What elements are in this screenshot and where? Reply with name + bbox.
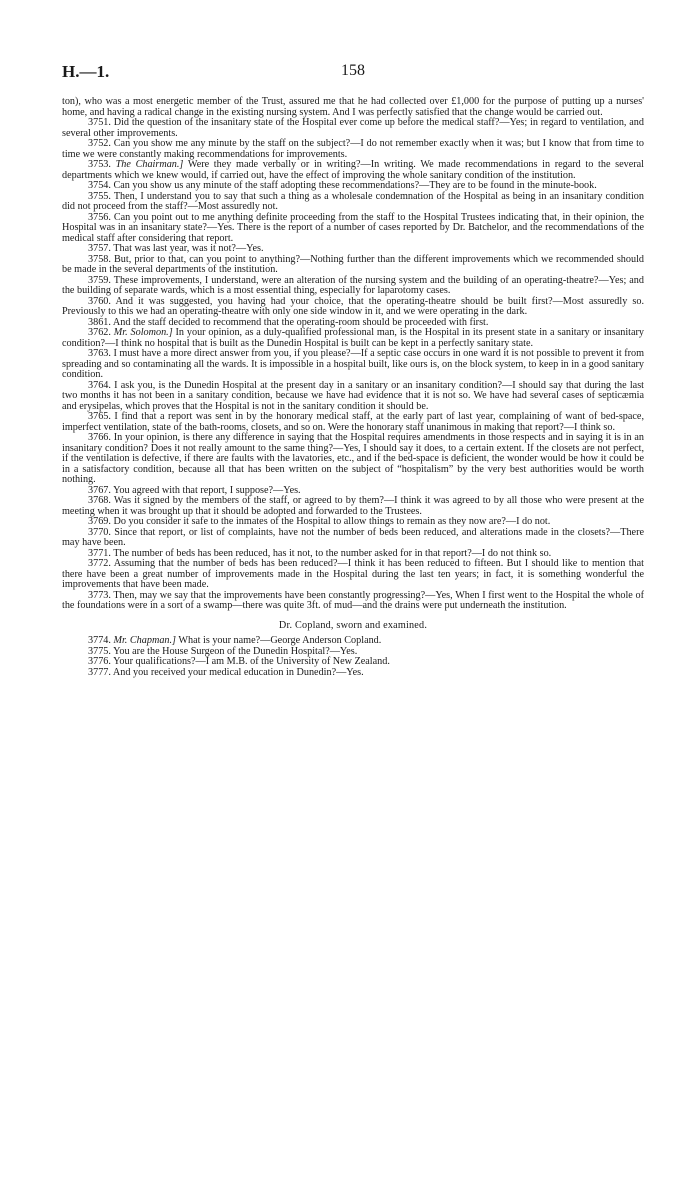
- question-number: 3762.: [88, 327, 114, 338]
- testimony-paragraph: [62, 496, 644, 517]
- testimony-paragraph: [62, 668, 644, 679]
- paragraph-text: 3759. These improvements, I understand, were an alteration of the nursing system and the building of an operating-theatre?—Yes; and the building of separate wards, which is a most essential thing, especially for laparotomy cases.: [62, 274, 644, 296]
- testimony-paragraph: [62, 349, 644, 381]
- paragraph-text: 3770. Since that report, or list of complaints, have not the number of beds been reduced, and alterations made in the closets?—There may have been.: [62, 526, 644, 548]
- speaker-name: The Chairman.]: [115, 159, 184, 170]
- testimony-paragraph: [62, 192, 644, 213]
- testimony-paragraph: [62, 412, 644, 433]
- testimony-paragraph: [62, 297, 644, 318]
- document-reference: H.—1.: [62, 62, 110, 81]
- paragraph-text: In your opinion, as a duly-qualified professional man, is the Hospital in its present state in a sanitary or insanitary condition?—I think no hospital that is built as the Dunedin Hospital is built can be kept in a perfectly sanitary state.: [62, 327, 644, 349]
- paragraph-text: 3758. But, prior to that, can you point to anything?—Nothing further than the different improvements which we recommended should be made in the several departments of the institution.: [62, 253, 644, 275]
- section-heading: Dr. Copland, sworn and examined.: [278, 619, 428, 631]
- paragraph-text: 3766. In your opinion, is there any difference in saying that the Hospital requires amendments in those respects and in saying it is in an insanitary condition? Does it not really amount to the same thing?—Yes, I should say it does, to a certain extent. If the closets are not perfect, if the ventilation is defective, if there are faults with the lavatories, etc., and if the bed-space is deficient, the wonder would be how it could be in a satisfactory condition, because all that has been written on the subject of “hospitalism” by the very best authorities would be worth nothing.: [62, 432, 644, 485]
- speaker-name: Mr. Solomon.]: [113, 327, 173, 338]
- paragraph-text: 3751. Did the question of the insanitary state of the Hospital ever come up before the medical staff?—Yes; in regard to ventilation, and several other improvements.: [62, 117, 644, 139]
- testimony-block-1: [62, 97, 644, 612]
- paragraph-text: 3775. You are the House Surgeon of the Dunedin Hospital?—Yes.: [88, 645, 358, 657]
- testimony-block-2: [62, 636, 644, 678]
- paragraph-text: 3772. Assuming that the number of beds has been reduced?—I think it has been reduced to fifteen. But I should like to mention that there have been a great number of improvements made in the Hospital during the last ten years; in fact, it is something wonderful the improvements that have been made.: [62, 558, 644, 590]
- paragraph-text: 3773. Then, may we say that the improvements have been constantly progressing?—Yes, When I first went to the Hospital the whole of the foundations were in a sort of a swamp—there was quite 3ft. of mud—and the drains were put underneath the institution.: [62, 589, 644, 611]
- testimony-paragraph: [62, 255, 644, 276]
- paragraph-text: Were they made verbally or in writing?—In writing. We made recommendations in regard to the several departments which we knew would, if carried out, have the effect of improving the whole sanitary condition of the institution.: [62, 159, 644, 181]
- page-number: 158: [341, 62, 365, 79]
- paragraph-text: 3763. I must have a more direct answer from you, if you please?—If a septic case occurs in one ward it is not possible to prevent it from spreading and so contaminating all the wards. It is impossible in a hospital built, like ours is, on the block system, to keep in in a good sanitary condition.: [62, 348, 644, 380]
- testimony-paragraph: [62, 160, 644, 181]
- testimony-paragraph: [62, 591, 644, 612]
- testimony-paragraph: [62, 213, 644, 245]
- paragraph-text: 3752. Can you show me any minute by the staff on the subject?—I do not remember exactly when it was; but I know that from time to time we were constantly making recommendations for improvements.: [62, 138, 644, 160]
- testimony-paragraph: [62, 97, 644, 118]
- testimony-paragraph: [62, 139, 644, 160]
- paragraph-text: 3756. Can you point out to me anything definite proceeding from the staff to the Hospital Trustees indicating that, in their opinion, the Hospital was in an insanitary state?—Yes. There is the report of a number of cases reported by Dr. Batchelor, and the recommendations of the medical staff after considering that report.: [62, 211, 644, 244]
- testimony-paragraph: [62, 433, 644, 486]
- question-number: 3753.: [88, 159, 116, 170]
- paragraph-text: ton), who was a most energetic member of the Trust, assured me that he had collected over £1,000 for the purpose of putting up a nurses' home, and having a radical change in the existing nursing system. And I was perfectly satisfied that the change would be carried out.: [62, 96, 644, 118]
- paragraph-text: 3768. Was it signed by the members of the staff, or agreed to by them?—I think it was agreed to by all those who were present at the meeting when it was brought up that it should be adopted and forwarded to the Trustees.: [62, 495, 644, 517]
- paragraph-text: 3754. Can you show us any minute of the staff adopting these recommendations?—They are to be found in the minute-book.: [88, 180, 597, 191]
- paragraph-text: 3760. And it was suggested, you having had your choice, that the operating-theatre should be built first?—Most assuredly so. Previously to this we had an operating-theatre with only one side window in it, and we were operating in the dark.: [62, 295, 644, 317]
- paragraph-text: 3755. Then, I understand you to say that such a thing as a wholesale condemnation of the Hospital as being in an insanitary condition did not proceed from the staff?—Most assuredly not.: [62, 190, 644, 212]
- paragraph-text: 3777. And you received your medical education in Dunedin?—Yes.: [88, 666, 364, 678]
- testimony-paragraph: [62, 328, 644, 349]
- paragraph-text: 3767. You agreed with that report, I suppose?—Yes.: [88, 484, 301, 496]
- paragraph-text: 3771. The number of beds has been reduced, has it not, to the number asked for in that report?—I do not think so.: [88, 547, 552, 559]
- speaker-name: Mr. Chapman.]: [113, 635, 177, 646]
- testimony-paragraph: [62, 118, 644, 139]
- paragraph-text: What is your name?—George Anderson Copland.: [176, 635, 382, 646]
- question-number: 3774.: [88, 635, 114, 646]
- paragraph-text: 3764. I ask you, is the Dunedin Hospital at the present day in a sanitary or an insanitary condition?—I should say that during the last two months it has not been in a sanitary condition, because we have had evidence that it is not so. We have had several cases of septicæmia and erysipelas, which proves that the Hospital is not in the sanitary condition it should be.: [62, 379, 644, 412]
- paragraph-text: 3765. I find that a report was sent in by the honorary medical staff, at the early part of last year, complaining of want of bed-space, imperfect ventilation, state of the bath-rooms, closets, and so on. Were the honorary staff unanimous in making that report?—I think so.: [62, 411, 644, 433]
- paragraph-text: 3769. Do you consider it safe to the inmates of the Hospital to allow things to remain as they now are?—I do not.: [88, 516, 551, 527]
- testimony-paragraph: [62, 381, 644, 413]
- testimony-paragraph: [62, 528, 644, 549]
- paragraph-text: 3861. And the staff decided to recommend that the operating-room should be proceeded with first.: [88, 316, 489, 328]
- testimony-paragraph: [62, 276, 644, 297]
- document-body: [62, 97, 644, 678]
- paragraph-text: 3757. That was last year, was it not?—Yes.: [88, 243, 264, 254]
- page-header: [62, 62, 644, 86]
- paragraph-text: 3776. Your qualifications?—I am M.B. of the University of New Zealand.: [88, 656, 390, 667]
- testimony-paragraph: [62, 559, 644, 591]
